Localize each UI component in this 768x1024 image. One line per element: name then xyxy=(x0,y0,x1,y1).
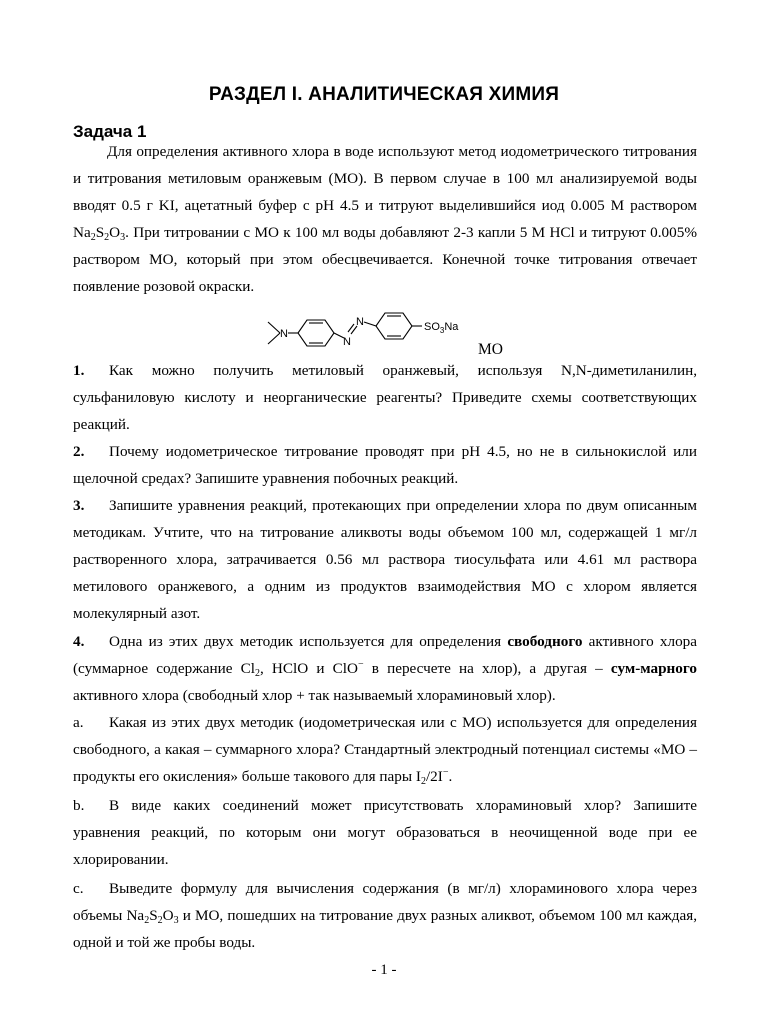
question-1: 1. Как можно получить метиловый оранжевый, используя N,N-диметиланилин, сульфаниловую кислоту и неорганические реагенты? Приведите схемы соответствующих реакций. xyxy=(73,362,697,433)
question-4b: b. В виде каких соединений может присутствовать хлораминовый хлор? Запишите уравнения реакций, по которым они могут образоваться в неочищенной воде при ее хлорировании. xyxy=(73,797,697,868)
azo-n-label-2: N xyxy=(356,316,364,328)
methyl-orange-structure xyxy=(258,308,488,358)
question-4c: c. Выведите формулу для вычисления содержания (в мг/л) хлораминового хлора через объемы $Na_2S_2O_3$ и МО, пошедших на титрование двух разных аликвот, объемом 100 мл каждая, одной и той же пробы воды. xyxy=(73,880,698,951)
question-3: 3. Запишите уравнения реакций, протекающих при определении хлора по двум описанным методикам. Учтите, что на титрование аликвоты воды объемом 100 мл, содержащей 1 мг/л растворенного хлора, затрачивается 0.56 мл раствора тиосульфата или 4.61 мл раствора метилового оранжевого, а одним из продуктов взаимодействия МО с хлором является молекулярный азот. xyxy=(73,497,697,622)
amine-n-label: N xyxy=(280,328,288,340)
section-title: РАЗДЕЛ I. АНАЛИТИЧЕСКАЯ ХИМИЯ xyxy=(208,84,560,105)
intro-paragraph: Для определения активного хлора в воде используют метод иодометрического титрования и титрования метиловым оранжевым (МО). В первом случае в 100 мл анализируемой воды вводят 0.5 г KI, ацетатный буфер с pH 4.5 и титруют выделившийся иод 0.005 М раствором $Na_2S_2O_3$. При титровании с МО к 100 мл воды добавляют 2-3 капли 5 М HCl и титруют 0.005% раствором МО, который при этом обесцвечивается. Конечной точке титрования отвечает появление розовой окраски. xyxy=(73,143,697,295)
azo-n-label-1: N xyxy=(343,336,351,348)
question-2: 2. Почему иодометрическое титрование проводят при pH 4.5, но не в сильнокислой или щелочной средах? Запишите уравнения побочных реакций. xyxy=(73,443,697,487)
question-4a: a. Какая из этих двух методик (иодометрическая или с МО) используется для определения свободного, а какая – суммарного хлора? Стандартный электродный потенциал системы «МО – продукты его окисления» больше такового для пары $I_2/2I^-$. xyxy=(73,714,697,787)
sulfonate-label: $SO_3Na$ xyxy=(424,321,459,335)
task-title: Задача 1 xyxy=(73,122,147,141)
question-4: 4. Одна из этих двух методик используется для определения свободного активного хлора (суммарное содержание $Cl_2$, HClO и ClO− в пересчете на хлор), а другая – сум-марного активного хлора (свободный хлор + так называемый хлораминовый хлор). xyxy=(73,633,697,704)
molecule-label: МО xyxy=(478,341,503,358)
page-number: - 1 - xyxy=(371,962,397,978)
